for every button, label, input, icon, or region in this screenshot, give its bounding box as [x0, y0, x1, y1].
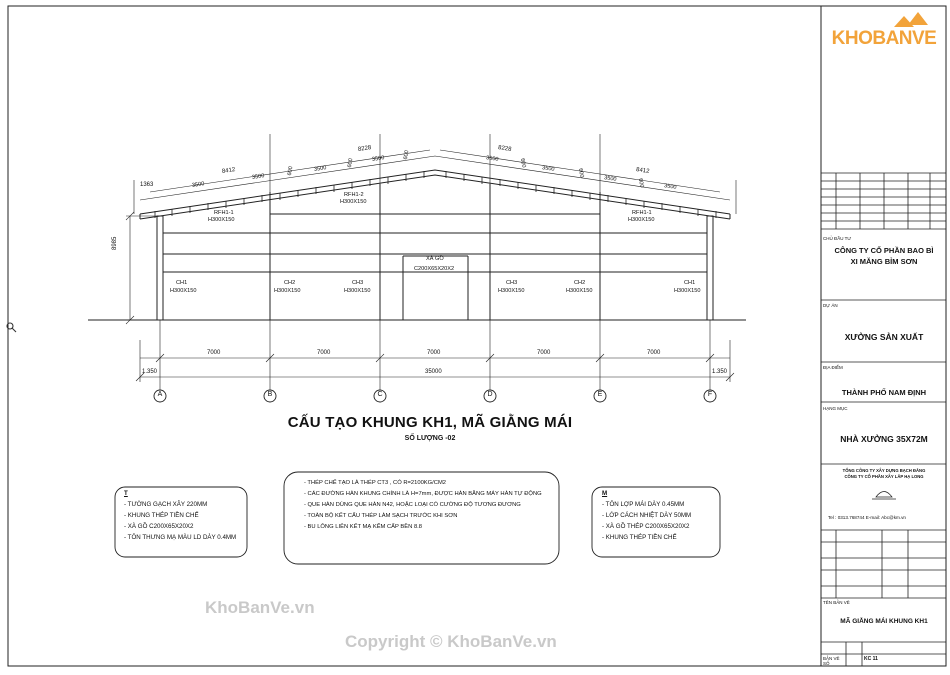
girt-mark: CH3 [506, 280, 518, 286]
roof-seg-dim: 600 [636, 177, 645, 189]
girt-mark: CH3 [352, 280, 364, 286]
roof-seg-dim: 600 [518, 157, 527, 169]
rafter-size-left: H300X150 [208, 217, 235, 223]
bay-dim: 7000 [647, 350, 661, 356]
purlin-mark: XÀ GỒ [426, 256, 444, 262]
roof-seg-dim: 3500 [371, 155, 385, 163]
roof-note-line: - KHUNG THÉP TIỀN CHẾ [602, 534, 677, 541]
purlin-size: C200X65X20X2 [414, 266, 455, 272]
girt-size: H300X150 [170, 288, 197, 294]
roof-top-dim-3: 8228 [497, 145, 512, 153]
drawing-name: MÃ GIẰNG MÁI KHUNG KH1 [840, 618, 928, 625]
girt-size: H300X150 [566, 288, 593, 294]
project-name: XƯỞNG SẢN XUẤT [844, 332, 924, 342]
rafter-mark-center: RFH1-2 [344, 192, 364, 198]
rafter-mark-right: RFH1-1 [632, 210, 652, 216]
drawing-subtitle: SỐ LƯỢNG -02 [404, 435, 456, 442]
girt-size: H300X150 [274, 288, 301, 294]
roof-seg-dim: 3500 [663, 183, 677, 191]
item-name: NHÀ XƯỞNG 35X72M [840, 434, 928, 444]
general-notes [304, 478, 554, 533]
girt-size: H300X150 [344, 288, 371, 294]
general-note-line: - CÁC ĐƯỜNG HÀN KHUNG CHÍNH LÀ H=7mm, ĐƯỢC HÀN BẰNG MÁY HÀN TỰ ĐỘNG [304, 491, 542, 497]
axis-label-e: E [597, 391, 603, 398]
girt-mark: CH1 [684, 280, 696, 286]
roof-notes [602, 488, 718, 543]
eave-dim-label: 1363 [140, 182, 154, 188]
bay-dim: 7000 [207, 350, 221, 356]
wall-note-line: - TƯỜNG GẠCH XÂY 220MM [124, 501, 208, 508]
girt-mark: CH1 [176, 280, 188, 286]
bay-dim: 7000 [537, 350, 551, 356]
owner-label: CHỦ ĐẦU TƯ [823, 236, 852, 241]
roof-seg-dim: 600 [286, 165, 295, 177]
axis-label-b: B [267, 391, 273, 398]
brand-logo: KHOBANVE [831, 28, 937, 49]
rafter-mark-left: RFH1-1 [214, 210, 234, 216]
axis-bubbles [154, 390, 716, 402]
title-block-logo [821, 28, 947, 50]
project-label: DỰ ÁN [823, 303, 838, 308]
company-emblem [872, 492, 896, 500]
sheet-no: KC 11 [864, 656, 878, 662]
roof-seg-dim: 600 [346, 157, 355, 169]
girt-size: H300X150 [498, 288, 525, 294]
general-note-line: - THÉP CHẾ TẠO LÀ THÉP CT3 , CÓ R=2100KG/CM2 [304, 480, 447, 486]
wall-note-line: - KHUNG THÉP TIỀN CHẾ [124, 512, 199, 519]
general-note-line: - QUE HÀN DÙNG QUE HÀN N42, HOẶC LOẠI CÓ CƯỜNG ĐỘ TƯƠNG ĐƯƠNG [304, 502, 521, 508]
copyright-watermark: Copyright © KhoBanVe.vn [345, 632, 557, 651]
roof-note-line: - XÀ GỒ THÉP C200X65X20X2 [602, 523, 690, 530]
company-line-1: TỔNG CÔNG TY XÂY DỰNG BẠCH ĐẰNG [842, 468, 926, 473]
roof-seg-dim: 3500 [603, 175, 617, 183]
roof-seg-dim: 3500 [313, 165, 327, 173]
owner-line-1: CÔNG TY CỔ PHẦN BAO BÌ [834, 246, 934, 255]
item-label: HẠNG MỤC [823, 406, 848, 411]
sheet-no-label: BẢN VẼ SỐ [823, 656, 840, 666]
wall-notes-heading: T [124, 490, 128, 497]
roof-seg-dim: 3500 [541, 165, 555, 173]
girt-size: H300X150 [674, 288, 701, 294]
logo-roof-mark [894, 12, 928, 27]
general-note-line: - BU LÔNG LIÊN KẾT MẠ KẼM CẤP BỀN 8.8 [304, 524, 423, 530]
wall-girts [163, 214, 707, 272]
axis-label-a: A [157, 391, 163, 398]
roof-note-line: - LỚP CÁCH NHIỆT DÀY 50MM [602, 512, 692, 519]
general-note-line: - TOÀN BỘ KẾT CẤU THÉP LÀM SẠCH TRƯỚC KHI SƠN [304, 513, 458, 519]
axis-label-f: F [707, 391, 713, 398]
end-dim-right: 1.350 [712, 369, 728, 375]
roof-seg-dim: 3500 [191, 181, 205, 189]
axis-label-c: C [377, 391, 383, 398]
company-line-2: CÔNG TY CỔ PHẦN XÂY LẮP HẠ LONG [844, 474, 924, 479]
roof-seg-dim: 600 [402, 149, 411, 161]
girt-mark: CH2 [574, 280, 586, 286]
wall-notes [124, 488, 244, 543]
height-dim-label: 8985 [112, 236, 118, 250]
overall-dim: 35000 [425, 369, 442, 375]
rafter-size-center: H300X150 [340, 199, 367, 205]
roof-seg-dim: 3500 [251, 173, 265, 181]
wall-note-line: - TÔN THƯNG MẠ MÀU LD DÀY 0.4MM [124, 534, 237, 541]
company-contact: Tel : 0313.768744 E-mail: Abc@km.vn [828, 515, 906, 520]
bay-dim: 7000 [427, 350, 441, 356]
axis-label-d: D [487, 391, 493, 398]
roof-top-dim-4: 8412 [635, 167, 650, 175]
rafter-size-right: H300X150 [628, 217, 655, 223]
location-name: THÀNH PHỐ NAM ĐỊNH [841, 388, 927, 397]
height-dimension [126, 212, 160, 324]
site-watermark: KhoBanVe.vn [205, 598, 315, 617]
owner-line-2: XI MĂNG BỈM SƠN [850, 257, 918, 266]
bay-dim: 7000 [317, 350, 331, 356]
end-dim-left: 1.350 [142, 369, 158, 375]
roof-seg-dim: 3500 [485, 155, 499, 163]
drawing-title: CẤU TẠO KHUNG KH1, MÃ GIẰNG MÁI [287, 414, 573, 431]
drawing-name-label: TÊN BẢN VẼ [823, 600, 850, 605]
wall-note-line: - XÀ GỒ C200X65X20X2 [124, 523, 194, 530]
roof-seg-dim: 600 [576, 167, 585, 179]
roof-top-dim-2: 8228 [357, 145, 372, 153]
roof-note-line: - TÔN LỢP MÁI DÀY 0.45MM [602, 501, 685, 508]
girt-mark: CH2 [284, 280, 296, 286]
location-label: ĐỊA ĐIỂM [823, 365, 843, 370]
roof-top-dim-1: 8412 [221, 167, 236, 175]
roof-notes-heading: M [602, 490, 608, 497]
